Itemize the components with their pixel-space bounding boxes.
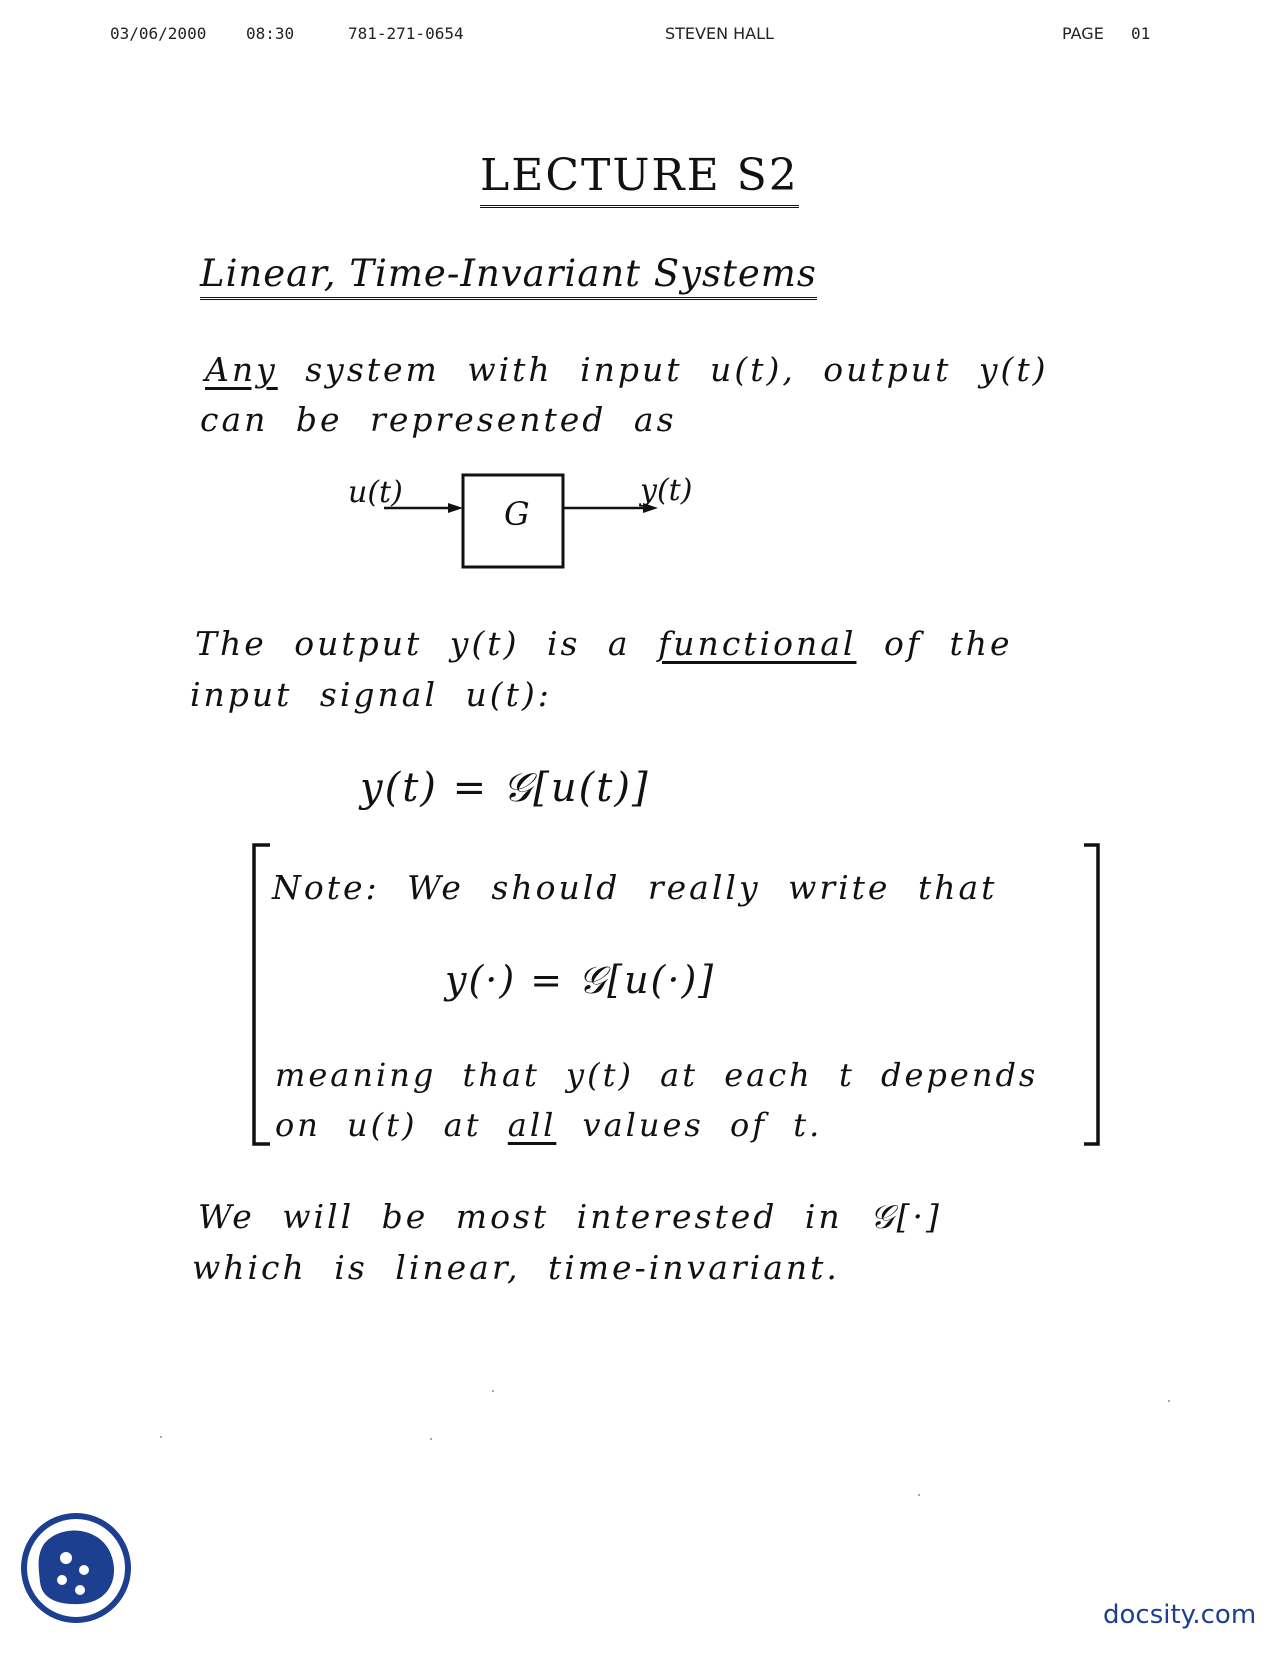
emphasis-functional: functional xyxy=(658,624,857,663)
scan-speck xyxy=(918,1494,920,1496)
output-label: y(t) xyxy=(640,473,693,508)
section-heading: Linear, Time-Invariant Systems xyxy=(200,252,817,300)
fax-time: 08:30 xyxy=(246,24,295,43)
left-bracket xyxy=(254,845,270,1144)
paragraph-2-before: The output y(t) is a xyxy=(195,624,631,663)
block-label: G xyxy=(504,495,530,533)
note-line-4 xyxy=(275,1106,822,1144)
right-bracket xyxy=(1084,845,1098,1144)
brand-link[interactable]: docsity.com xyxy=(1103,1600,1257,1630)
paragraph-1-line-1 xyxy=(205,350,1048,389)
input-label: u(t) xyxy=(348,475,403,510)
paragraph-2-after: of the xyxy=(883,624,1013,663)
fax-phone: 781-271-0654 xyxy=(348,24,464,43)
scan-speck xyxy=(1168,1400,1170,1402)
paragraph-1-rest: system with input u(t), output y(t) xyxy=(305,350,1049,389)
page-title: LECTURE S2 xyxy=(480,150,799,208)
note-line-1: Note: We should really write that xyxy=(272,868,998,907)
paragraph-2-line-1 xyxy=(195,624,1013,663)
paragraph-2-line-2: input signal u(t): xyxy=(190,675,552,714)
equation-1: y(t) = 𝒢[u(t)] xyxy=(360,765,650,811)
paragraph-1-line-2: can be represented as xyxy=(200,400,677,439)
fax-header xyxy=(0,24,1280,54)
paragraph-3-line-1: We will be most interested in 𝒢[·] xyxy=(198,1197,942,1236)
docsity-logo-icon[interactable] xyxy=(20,1512,132,1624)
input-arrowhead xyxy=(448,503,463,513)
fax-sender-name: STEVEN HALL xyxy=(665,24,774,43)
fax-date: 03/06/2000 xyxy=(110,24,207,43)
scan-speck xyxy=(492,1390,494,1392)
note-line-4-before: on u(t) at xyxy=(275,1106,482,1144)
note-line-4-after: values of t. xyxy=(582,1106,823,1144)
emphasis-all: all xyxy=(507,1106,557,1144)
note-equation: y(·) = 𝒢[u(·)] xyxy=(445,958,716,1002)
scan-speck xyxy=(160,1436,162,1438)
note-line-3: meaning that y(t) at each t depends xyxy=(275,1056,1039,1094)
fax-page-label: PAGE xyxy=(1062,24,1104,43)
paragraph-3-line-2: which is linear, time-invariant. xyxy=(192,1248,840,1287)
fax-page-number: 01 xyxy=(1131,24,1151,43)
scan-speck xyxy=(430,1438,432,1440)
emphasis-any: Any xyxy=(205,350,278,389)
